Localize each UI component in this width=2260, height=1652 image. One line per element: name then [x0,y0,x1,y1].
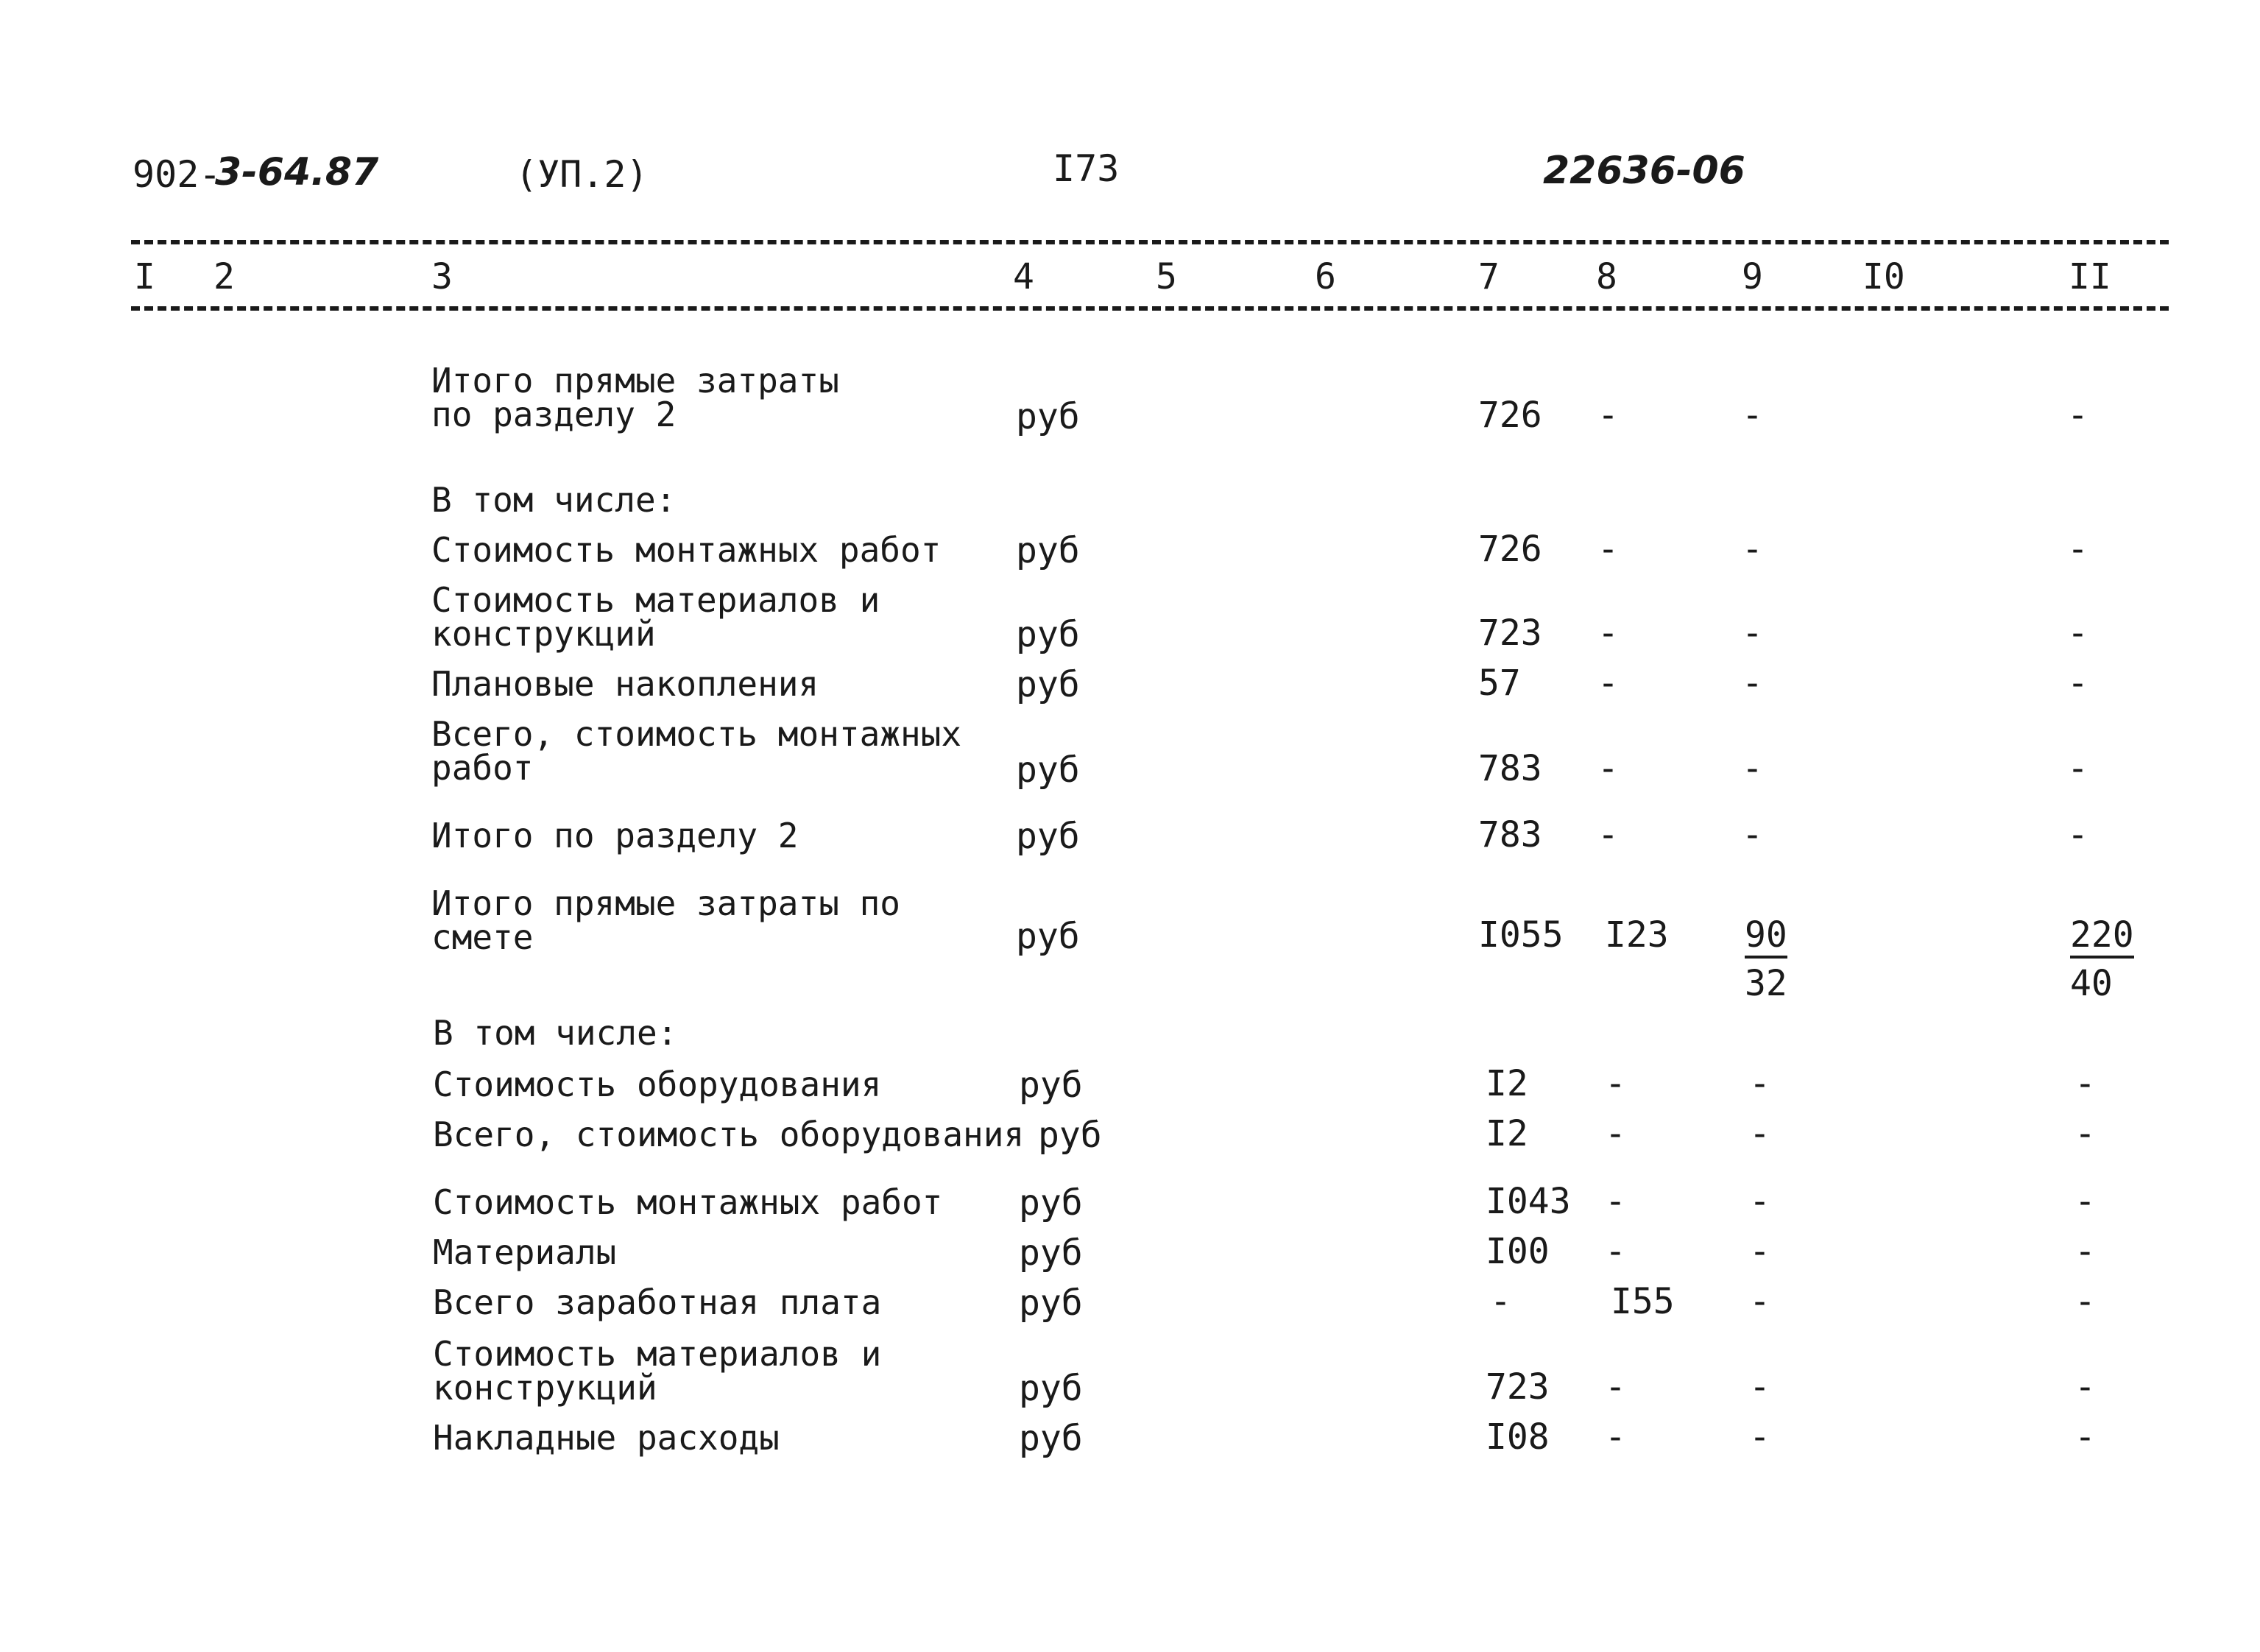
row-value-col9: - [1749,1063,1770,1104]
row-value-col11: - [2067,814,2088,855]
column-header-2: 2 [213,256,235,297]
row-value-col8: I55 [1611,1281,1675,1322]
row-value-col11: - [2067,663,2088,704]
row-unit: руб [1016,614,1080,655]
row-label: Итого по разделу 2 [431,816,799,855]
row-unit: руб [1019,1182,1083,1224]
row-value-col7: 783 [1478,748,1542,789]
fraction-denominator-col9: 32 [1745,963,1787,1004]
row-unit: руб [1016,916,1080,957]
row-label: Всего, стоимость оборудования [433,1115,1025,1154]
row-value-col8: - [1605,1063,1626,1104]
fraction-numerator-col9: 90 [1745,917,1787,959]
row-value-col8: - [1597,529,1619,570]
row-unit: руб [1038,1115,1102,1156]
album-label: (УП.2) [515,153,649,196]
row-value-col9: - [1749,1416,1770,1458]
column-header-7: 7 [1478,256,1500,297]
row-value-col11: - [2067,395,2088,436]
row-unit: руб [1019,1282,1083,1324]
row-label: Стоимость материалов и конструкций [431,580,880,654]
row-unit: руб [1019,1418,1083,1459]
row-value-col8: - [1605,1181,1626,1222]
row-value-col7: I043 [1486,1181,1571,1222]
row-unit: руб [1016,530,1080,571]
row-value-col11: - [2067,613,2088,654]
row-value-col9: - [1749,1281,1770,1322]
row-value-col8: I23 [1605,914,1669,956]
row-value-col8: - [1597,814,1619,855]
column-header-6: 6 [1315,256,1336,297]
row-value-col7: 726 [1478,395,1542,436]
row-label: Стоимость оборудования [433,1065,882,1104]
row-value-col7: I00 [1486,1231,1550,1272]
row-value-col8: - [1605,1231,1626,1272]
row-value-col11: - [2067,529,2088,570]
row-value-col7: 57 [1478,663,1521,704]
row-label: Стоимость монтажных работ [433,1182,943,1222]
row-value-col11: - [2074,1366,2096,1408]
fraction-numerator-col11: 220 [2070,917,2134,959]
row-unit: руб [1019,1232,1083,1274]
row-unit: руб [1019,1065,1083,1106]
row-value-col9: - [1749,1181,1770,1222]
page-number: I73 [1053,147,1120,190]
row-value-col7: 723 [1486,1366,1550,1408]
row-value-col7: I08 [1486,1416,1550,1458]
column-header-5: 5 [1156,256,1177,297]
row-value-col7: 726 [1478,529,1542,570]
row-value-col11: - [2074,1231,2096,1272]
row-value-col8: - [1597,395,1619,436]
row-label: Накладные расходы [433,1418,780,1458]
section-subheading: В том числе: [433,1013,678,1053]
row-value-col9: - [1742,814,1763,855]
row-value-col7: I2 [1486,1063,1528,1104]
row-label: Стоимость материалов и конструкций [433,1334,882,1408]
row-label: Всего, стоимость монтажных работ [431,714,962,788]
row-unit: руб [1016,749,1080,791]
row-value-col8: - [1605,1416,1626,1458]
column-header-10: I0 [1862,256,1905,297]
row-value-col9: - [1742,529,1763,570]
row-label: Материалы [433,1232,617,1272]
row-value-col8: - [1597,663,1619,704]
row-value-col9: - [1749,1366,1770,1408]
row-value-col9: - [1742,395,1763,436]
row-unit: руб [1016,396,1080,437]
row-value-col11: - [2074,1113,2096,1154]
column-header-9: 9 [1742,256,1763,297]
row-value-col11: - [2074,1181,2096,1222]
row-value-col7: I2 [1486,1113,1528,1154]
row-value-col11: - [2074,1416,2096,1458]
row-value-col11: - [2067,748,2088,789]
row-value-col11: - [2074,1281,2096,1322]
row-value-col11: - [2074,1063,2096,1104]
row-value-col8: - [1605,1113,1626,1154]
column-header-11: II [2069,256,2111,297]
row-value-col8: - [1597,613,1619,654]
header-top-dashed-rule [131,240,2169,244]
row-unit: руб [1016,816,1080,857]
row-label: Стоимость монтажных работ [431,530,942,570]
reference-number: 22636-06 [1543,149,1745,193]
row-value-col9: - [1749,1113,1770,1154]
row-label: Итого прямые затраты по смете [431,883,900,957]
doc-code-handwritten: 3-64.87 [215,150,379,194]
column-header-1: I [134,256,155,297]
row-unit: руб [1019,1368,1083,1409]
row-value-col8: - [1597,748,1619,789]
row-label: Итого прямые затраты по разделу 2 [431,361,839,434]
doc-code-printed: 902- [133,153,222,196]
column-header-3: 3 [431,256,453,297]
row-value-col9: - [1749,1231,1770,1272]
row-value-col9: - [1742,748,1763,789]
row-value-col9: - [1742,613,1763,654]
section-subheading: В том числе: [431,480,677,520]
row-value-col7: - [1490,1281,1511,1322]
row-value-col9: - [1742,663,1763,704]
fraction-denominator-col11: 40 [2070,963,2113,1004]
row-label: Плановые накопления [431,664,819,704]
row-value-col7: I055 [1478,914,1564,956]
row-label: Всего заработная плата [433,1282,882,1322]
row-value-col7: 783 [1478,814,1542,855]
row-unit: руб [1016,664,1080,705]
header-bottom-dashed-rule [131,306,2169,311]
column-header-8: 8 [1596,256,1617,297]
row-value-col7: 723 [1478,613,1542,654]
column-header-4: 4 [1013,256,1034,297]
row-value-col8: - [1605,1366,1626,1408]
